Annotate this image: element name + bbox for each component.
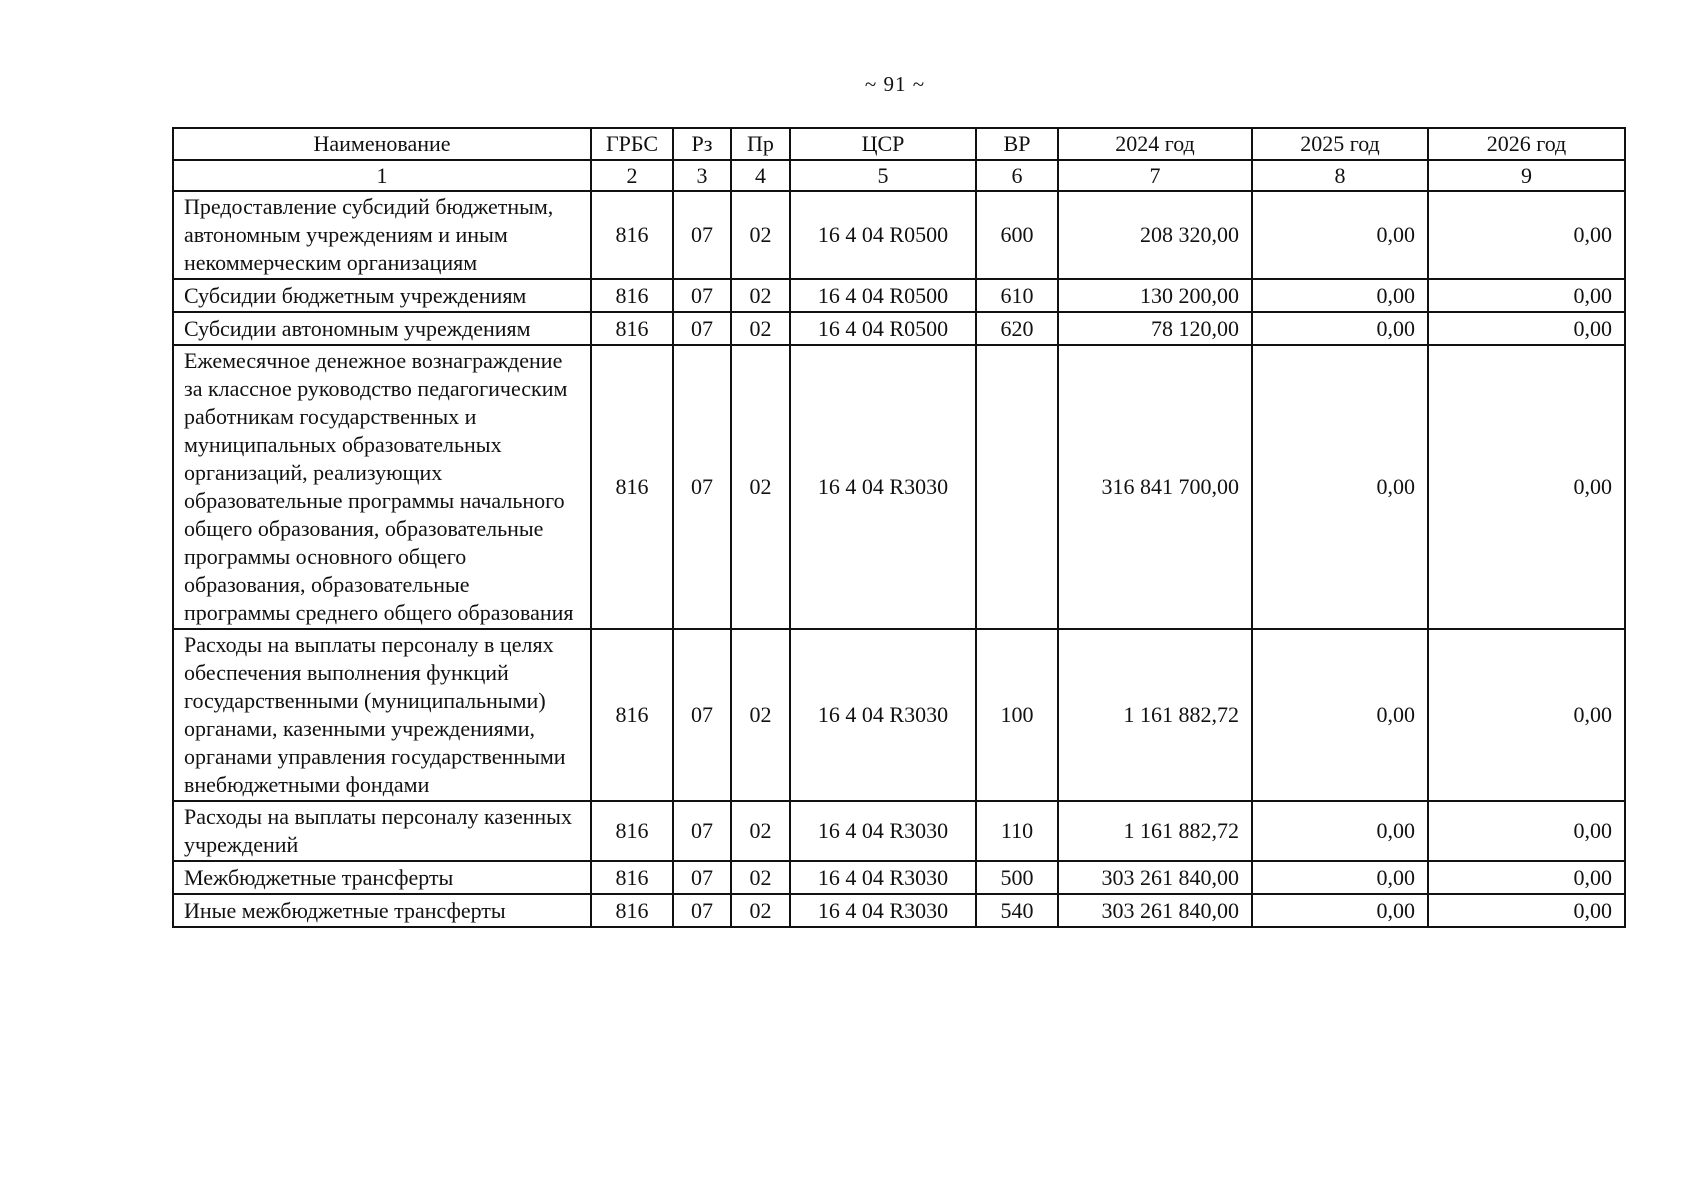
row-grbs: 816 — [591, 894, 673, 927]
page-number: ~ 91 ~ — [864, 72, 926, 96]
column-number: 4 — [731, 160, 790, 191]
row-rz: 07 — [673, 894, 731, 927]
row-2024: 78 120,00 — [1058, 312, 1252, 345]
header-2024: 2024 год — [1058, 128, 1252, 160]
row-vr: 500 — [976, 861, 1058, 894]
table-row — [173, 894, 1625, 927]
row-2024: 130 200,00 — [1058, 279, 1252, 312]
row-name: Межбюджетные трансферты — [173, 861, 591, 894]
row-grbs: 816 — [591, 629, 673, 801]
row-pr: 02 — [731, 629, 790, 801]
row-vr: 620 — [976, 312, 1058, 345]
row-rz: 07 — [673, 801, 731, 861]
row-csr: 16 4 04 R3030 — [790, 894, 976, 927]
row-2026: 0,00 — [1428, 312, 1625, 345]
row-pr: 02 — [731, 191, 790, 279]
column-number-row — [173, 160, 1625, 191]
row-2024: 208 320,00 — [1058, 191, 1252, 279]
row-2025: 0,00 — [1252, 801, 1428, 861]
table-row — [173, 279, 1625, 312]
row-grbs: 816 — [591, 801, 673, 861]
row-vr: 110 — [976, 801, 1058, 861]
row-pr: 02 — [731, 345, 790, 629]
row-csr: 16 4 04 R3030 — [790, 801, 976, 861]
table-row — [173, 861, 1625, 894]
row-2025: 0,00 — [1252, 629, 1428, 801]
header-vr: ВР — [976, 128, 1058, 160]
row-2025: 0,00 — [1252, 894, 1428, 927]
table-row — [173, 191, 1625, 279]
table-row — [173, 345, 1625, 629]
header-row — [173, 128, 1625, 160]
row-name: Субсидии автономным учреждениям — [173, 312, 591, 345]
row-name: Ежемесячное денежное вознаграждение за классное руководство педагогическим работникам государственных и муниципальных образовательных организаций, реализующих образовательные программы начального общего образования, образовательные программы основного общего образования, образовательные программы среднего общего образования — [173, 345, 591, 629]
row-csr: 16 4 04 R0500 — [790, 279, 976, 312]
row-2026: 0,00 — [1428, 279, 1625, 312]
row-2024: 1 161 882,72 — [1058, 629, 1252, 801]
row-pr: 02 — [731, 279, 790, 312]
row-csr: 16 4 04 R3030 — [790, 861, 976, 894]
row-2026: 0,00 — [1428, 894, 1625, 927]
row-name: Расходы на выплаты персоналу в целях обеспечения выполнения функций государственными (муниципальными) органами, казенными учреждениями, органами управления государственными внебюджетными фондами — [173, 629, 591, 801]
row-2026: 0,00 — [1428, 861, 1625, 894]
row-vr: 600 — [976, 191, 1058, 279]
row-rz: 07 — [673, 191, 731, 279]
row-name: Предоставление субсидий бюджетным, автономным учреждениям и иным некоммерческим организациям — [173, 191, 591, 279]
row-vr — [976, 345, 1058, 629]
column-number: 3 — [673, 160, 731, 191]
row-2024: 303 261 840,00 — [1058, 861, 1252, 894]
header-2026: 2026 год — [1428, 128, 1625, 160]
row-name: Расходы на выплаты персоналу казенных учреждений — [173, 801, 591, 861]
header-name: Наименование — [173, 128, 591, 160]
row-2024: 316 841 700,00 — [1058, 345, 1252, 629]
row-grbs: 816 — [591, 861, 673, 894]
row-pr: 02 — [731, 312, 790, 345]
row-name: Иные межбюджетные трансферты — [173, 894, 591, 927]
header-grbs: ГРБС — [591, 128, 673, 160]
table-row — [173, 312, 1625, 345]
row-2025: 0,00 — [1252, 191, 1428, 279]
row-rz: 07 — [673, 312, 731, 345]
row-2025: 0,00 — [1252, 312, 1428, 345]
row-vr: 100 — [976, 629, 1058, 801]
row-csr: 16 4 04 R0500 — [790, 191, 976, 279]
row-name: Субсидии бюджетным учреждениям — [173, 279, 591, 312]
header-pr: Пр — [731, 128, 790, 160]
column-number: 7 — [1058, 160, 1252, 191]
row-csr: 16 4 04 R3030 — [790, 345, 976, 629]
row-vr: 540 — [976, 894, 1058, 927]
row-csr: 16 4 04 R3030 — [790, 629, 976, 801]
column-number: 5 — [790, 160, 976, 191]
column-number: 6 — [976, 160, 1058, 191]
row-pr: 02 — [731, 861, 790, 894]
row-pr: 02 — [731, 801, 790, 861]
row-2024: 1 161 882,72 — [1058, 801, 1252, 861]
row-grbs: 816 — [591, 312, 673, 345]
row-vr: 610 — [976, 279, 1058, 312]
row-2026: 0,00 — [1428, 345, 1625, 629]
budget-table — [172, 127, 1626, 928]
row-grbs: 816 — [591, 345, 673, 629]
table-row — [173, 629, 1625, 801]
row-rz: 07 — [673, 279, 731, 312]
header-csr: ЦСР — [790, 128, 976, 160]
row-csr: 16 4 04 R0500 — [790, 312, 976, 345]
row-2025: 0,00 — [1252, 279, 1428, 312]
row-pr: 02 — [731, 894, 790, 927]
row-grbs: 816 — [591, 279, 673, 312]
column-number: 9 — [1428, 160, 1625, 191]
row-rz: 07 — [673, 629, 731, 801]
header-rz: Рз — [673, 128, 731, 160]
column-number: 1 — [173, 160, 591, 191]
row-2026: 0,00 — [1428, 801, 1625, 861]
header-2025: 2025 год — [1252, 128, 1428, 160]
row-2024: 303 261 840,00 — [1058, 894, 1252, 927]
row-rz: 07 — [673, 345, 731, 629]
row-2025: 0,00 — [1252, 345, 1428, 629]
row-2025: 0,00 — [1252, 861, 1428, 894]
column-number: 8 — [1252, 160, 1428, 191]
column-number: 2 — [591, 160, 673, 191]
row-grbs: 816 — [591, 191, 673, 279]
row-rz: 07 — [673, 861, 731, 894]
row-2026: 0,00 — [1428, 191, 1625, 279]
table-row — [173, 801, 1625, 861]
row-2026: 0,00 — [1428, 629, 1625, 801]
